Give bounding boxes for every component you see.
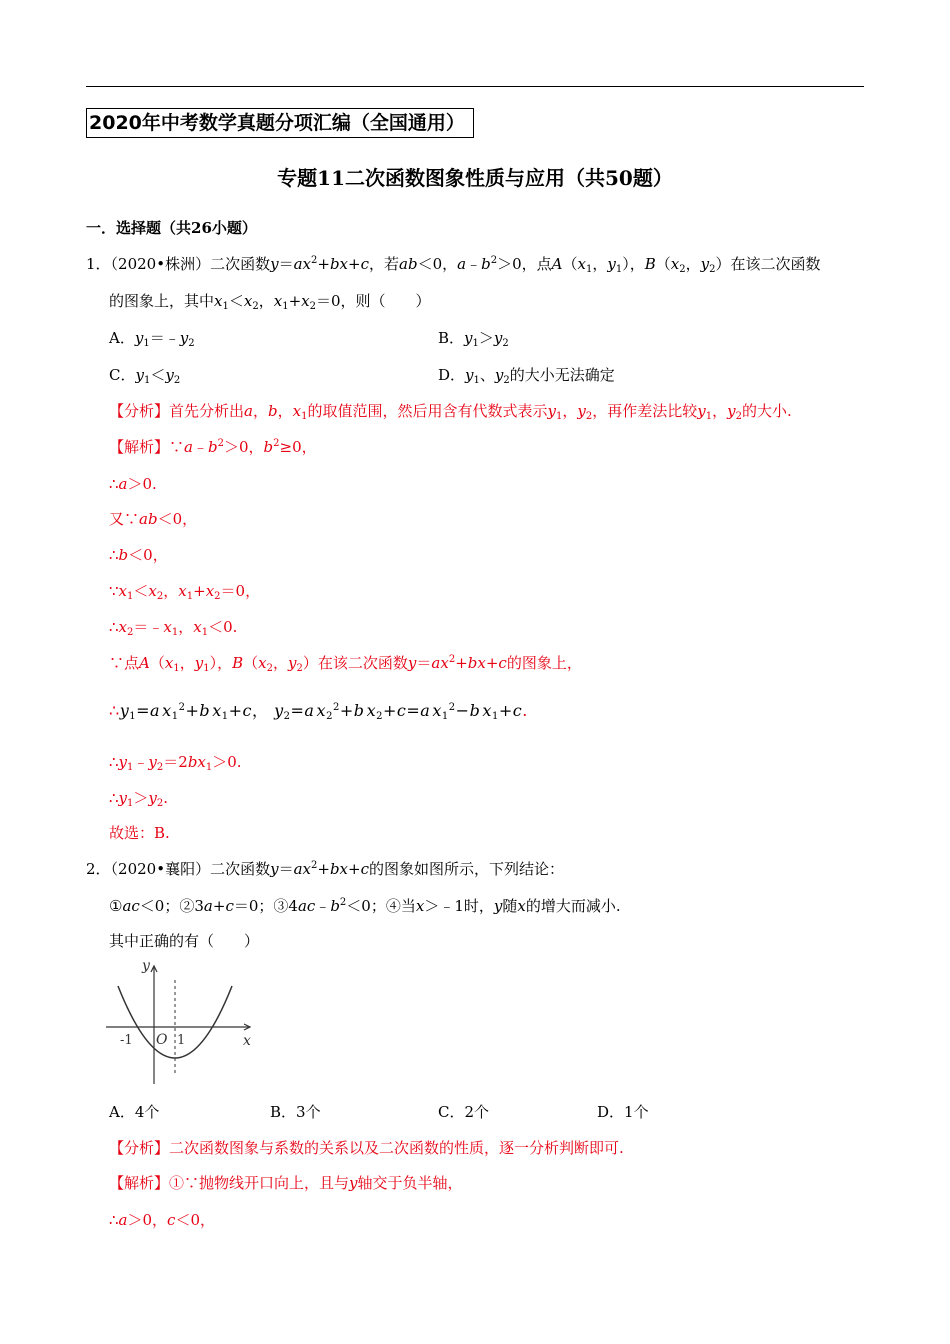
q1-solution-line4: ∴b＜0， [109, 546, 168, 564]
q2-option-c[interactable]: C．2个 [438, 1103, 490, 1121]
q1-solution-line2: ∴a＞0. [109, 475, 157, 493]
q1-solution-line7: ∵点$A(x_1$，$y_1$），$B(x_2$，$y_2$）在该二次函数$y=ax^2+bx+c$的图象上， [109, 654, 582, 674]
q1-option-b[interactable]: B．$y_1>y_2$ [438, 329, 509, 349]
q1-solution-line9: $\therefore y_1>y_2$. [109, 789, 169, 809]
q2-number: 2． [86, 860, 111, 878]
q2-conclusions: ①ac＜0；②3a+c＝0；$③4ac﹣b^2<0$；④当x＞﹣1时，y随x的增大而减小. [109, 897, 621, 915]
q2-option-a[interactable]: A．4个 [109, 1103, 160, 1121]
one-label: 1 [177, 1033, 186, 1048]
series-title-box: 2020年中考数学真题分项汇编（全国通用） [86, 108, 474, 138]
q1-option-d[interactable]: D．$y_1$、$y_2$的大小无法确定 [438, 366, 615, 386]
q1-solution-line3: 又∵ab＜0， [109, 510, 198, 528]
neg-one-label: -1 [120, 1033, 133, 1048]
y-axis-label: y [142, 958, 150, 974]
q1-solution-formula: $\therefore y_1=a$ $x_1^2+b$ $x_1+c$， $y_2=a$ $x_2^2+b$ $x_2+c=a$ $x_1^2-b$ $x_1+c$. [109, 701, 528, 722]
q2-option-b[interactable]: B．3个 [270, 1103, 321, 1121]
q2-parabola-graph [104, 954, 264, 1089]
q1-solution-line1: 【解析】$\because a﹣b^2>0$，$b^2\ge 0$， [109, 438, 317, 456]
q1-option-a[interactable]: A．$y_1=﹣y_2$ [109, 329, 195, 349]
q2-stem-line1: 2．（2020•襄阳）二次函数$y=ax^2+bx+c$的图象如图所示，下列结论： [86, 860, 565, 878]
q1-stem-line2: 的图象上，其中$x_1<x_2$，$x_1+x_2=0$，则（ ） [109, 292, 431, 312]
top-rule [86, 86, 864, 87]
q1-source: （2020•株洲） [110, 255, 211, 273]
x-axis-label: x [243, 1033, 251, 1049]
q1-solution-line5: $\because x_1<x_2$，$x_1+x_2=0$， [109, 582, 261, 602]
q2-analysis: 【分析】二次函数图象与系数的关系以及二次函数的性质，逐一分析判断即可. [109, 1139, 624, 1157]
origin-label: O [156, 1032, 168, 1048]
section-heading: 一．选择题（共26小题） [86, 219, 257, 237]
q1-solution-line6: $\therefore x_2=﹣x_1$，$x_1<0$. [109, 618, 238, 638]
q2-source: （2020•襄阳） [110, 860, 211, 878]
q1-number: 1． [86, 255, 111, 273]
q1-stem-line1: 1．（2020•株洲）二次函数$y=ax^2+bx+c$，若ab＜0，$a﹣b^2>0$，点$A(x_1$，$y_1$），$B(x_2$，$y_2$）在该二次函数 [86, 255, 821, 275]
q2-option-d[interactable]: D．1个 [597, 1103, 649, 1121]
q2-solution-line2: ∴a＞0，c＜0， [109, 1211, 215, 1229]
q1-answer: 故选：B. [109, 824, 170, 842]
document-title: 专题11二次函数图象性质与应用（共50题） [277, 166, 673, 190]
q1-solution-line8: $\therefore y_1﹣y_2=2bx_1>0$. [109, 753, 242, 773]
q1-option-c[interactable]: C．$y_1<y_2$ [109, 366, 181, 386]
q1-analysis: 【分析】首先分析出a，b，$x_1$的取值范围，然后用含有代数式表示$y_1$，$y_2$，再作差法比较$y_1$，$y_2$的大小. [109, 402, 792, 422]
q2-solution-line1: 【解析】①∵抛物线开口向上，且与y轴交于负半轴， [109, 1174, 463, 1192]
q2-question: 其中正确的有（ ） [109, 932, 260, 950]
